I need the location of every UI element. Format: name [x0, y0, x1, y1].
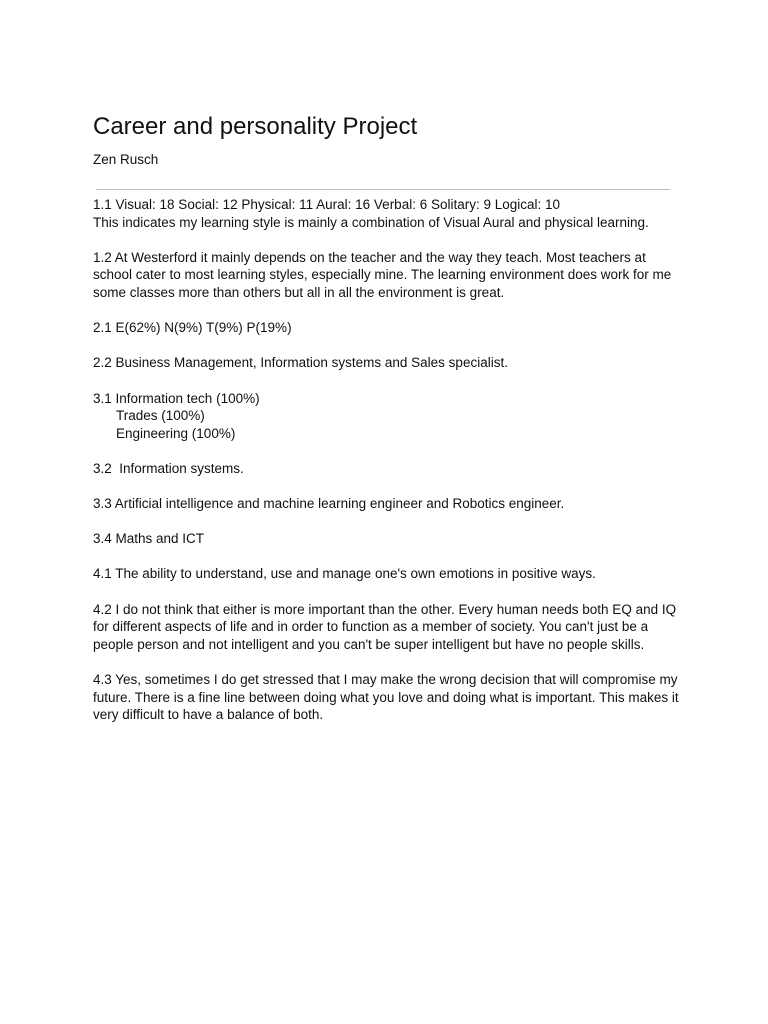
horizontal-divider	[96, 189, 670, 190]
section-4-2: 4.2 I do not think that either is more important than the other. Every human needs both EQ and IQ for different aspects of life and in order to function as a member of society. You can't just be a people person and not intelligent and you can't be super intelligent but have no people skills.	[93, 601, 677, 652]
section-3-1-line-1: 3.1 Information tech (100%)	[93, 390, 260, 406]
document-title: Career and personality Project	[93, 113, 418, 140]
section-4-1: 4.1 The ability to understand, use and manage one's own emotions in positive ways.	[93, 566, 596, 582]
section-1-1	[93, 196, 683, 231]
section-3-2: 3.2 Information systems.	[93, 460, 244, 476]
document-page	[93, 112, 683, 741]
section-3-4: 3.4 Maths and ICT	[93, 531, 205, 547]
learning-style-scores: 1.1 Visual: 18 Social: 12 Physical: 11 Aural: 16 Verbal: 6 Solitary: 9 Logical: 10	[93, 197, 561, 212]
section-3-1-line-2: Trades (100%)	[116, 408, 205, 424]
section-3-1-line-3: Engineering (100%)	[116, 425, 236, 441]
document-body	[93, 196, 683, 724]
learning-style-summary: This indicates my learning style is mainly a combination of Visual Aural and physical learning.	[93, 214, 649, 230]
section-3-3: 3.3 Artificial intelligence and machine learning engineer and Robotics engineer.	[93, 496, 565, 512]
section-1-2: 1.2 At Westerford it mainly depends on the teacher and the way they teach. Most teachers at school cater to most learning styles, especially mine. The learning environment does work for me some classes more than others but all in all the environment is great.	[93, 249, 672, 300]
author-name: Zen Rusch	[93, 152, 159, 167]
section-4-3: 4.3 Yes, sometimes I do get stressed that I may make the wrong decision that will compromise my future. There is a fine line between doing what you love and doing what is important. This makes it very difficult to have a balance of both.	[93, 672, 679, 723]
section-3-1	[93, 390, 683, 443]
section-2-1: 2.1 E(62%) N(9%) T(9%) P(19%)	[93, 320, 292, 336]
section-2-2: 2.2 Business Management, Information systems and Sales specialist.	[93, 355, 508, 371]
